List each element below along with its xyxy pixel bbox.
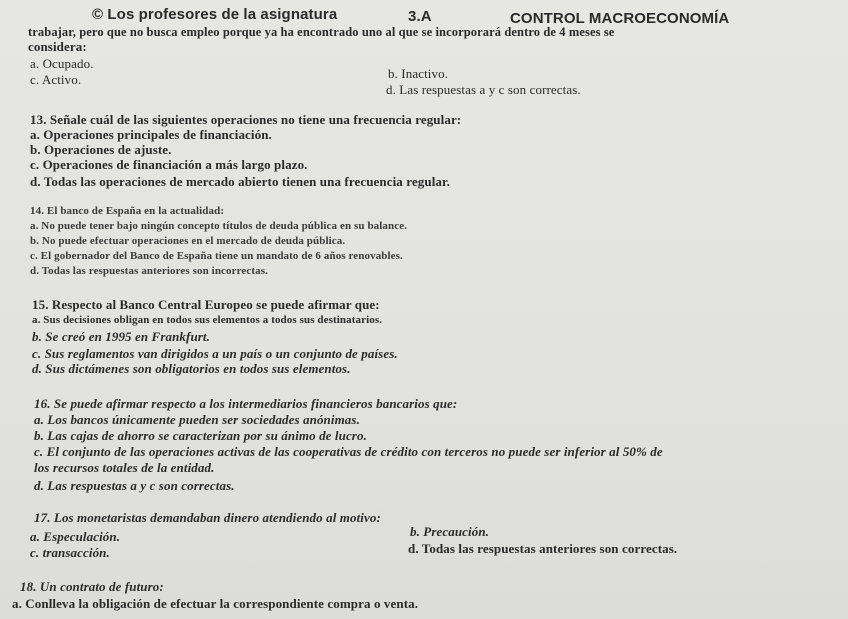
header-course-title: CONTROL MACROECONOMÍA bbox=[510, 10, 730, 27]
q16-option-a: a. Los bancos únicamente pueden ser sociedades anónimas. bbox=[34, 412, 360, 427]
q13-option-a: a. Operaciones principales de financiación. bbox=[30, 127, 272, 142]
q14-option-d: d. Todas las respuestas anteriores son incorrectas. bbox=[30, 265, 268, 277]
q13-option-d: d. Todas las operaciones de mercado abierto tienen una frecuencia regular. bbox=[30, 174, 451, 189]
q16-option-d: d. Las respuestas a y c son correctas. bbox=[34, 478, 235, 493]
q18-stem: 18. Un contrato de futuro: bbox=[20, 579, 164, 594]
q15-option-b: b. Se creó en 1995 en Frankfurt. bbox=[32, 329, 210, 344]
q12-option-a: a. Ocupado. bbox=[30, 56, 94, 71]
q17-option-c: c. transacción. bbox=[30, 545, 110, 560]
q13-stem: 13. Señale cuál de las siguientes operaciones no tiene una frecuencia regular: bbox=[30, 112, 462, 127]
q17-option-d: d. Todas las respuestas anteriores son correctas. bbox=[408, 541, 678, 556]
q16-option-c-line2: los recursos totales de la entidad. bbox=[34, 460, 215, 475]
q13-option-b: b. Operaciones de ajuste. bbox=[30, 142, 172, 157]
q15-option-c: c. Sus reglamentos van dirigidos a un país o un conjunto de países. bbox=[32, 346, 398, 361]
q16-option-c-line1: c. El conjunto de las operaciones activas de las cooperativas de crédito con terceros no puede ser inferior al 50% de bbox=[34, 444, 663, 459]
q17-option-b: b. Precaución. bbox=[410, 524, 490, 539]
q14-option-a: a. No puede tener bajo ningún concepto títulos de deuda pública en su balance. bbox=[30, 220, 408, 232]
q16-option-b: b. Las cajas de ahorro se caracterizan por su ánimo de lucro. bbox=[34, 428, 367, 443]
header-authors: © Los profesores de la asignatura bbox=[92, 6, 338, 23]
q16-stem: 16. Se puede afirmar respecto a los intermediarios financieros bancarios que: bbox=[34, 396, 458, 411]
q17-stem: 17. Los monetaristas demandaban dinero atendiendo al motivo: bbox=[34, 510, 381, 525]
q14-option-b: b. No puede efectuar operaciones en el mercado de deuda pública. bbox=[30, 235, 346, 247]
q14-stem: 14. El banco de España en la actualidad: bbox=[30, 205, 225, 217]
q12-option-d: d. Las respuestas a y c son correctas. bbox=[386, 82, 581, 97]
q12-stem-line2: considera: bbox=[28, 39, 87, 54]
q12-option-b: b. Inactivo. bbox=[388, 66, 449, 81]
q14-option-c: c. El gobernador del Banco de España tiene un mandato de 6 años renovables. bbox=[30, 250, 403, 262]
q18-option-a: a. Conlleva la obligación de efectuar la correspondiente compra o venta. bbox=[12, 596, 419, 611]
q15-stem: 15. Respecto al Banco Central Europeo se puede afirmar que: bbox=[32, 297, 380, 312]
q15-option-d: d. Sus dictámenes son obligatorios en todos sus elementos. bbox=[32, 361, 351, 376]
header-exam-version: 3.A bbox=[408, 8, 432, 25]
q15-option-a: a. Sus decisiones obligan en todos sus elementos a todos sus destinatarios. bbox=[32, 314, 383, 326]
q17-option-a: a. Especulación. bbox=[30, 529, 121, 544]
q12-option-c: c. Activo. bbox=[30, 72, 82, 87]
q13-option-c: c. Operaciones de financiación a más largo plazo. bbox=[30, 157, 308, 172]
q12-stem-line1: trabajar, pero que no busca empleo porque ya ha encontrado uno al que se incorporará dentro de 4 meses se bbox=[28, 25, 615, 39]
